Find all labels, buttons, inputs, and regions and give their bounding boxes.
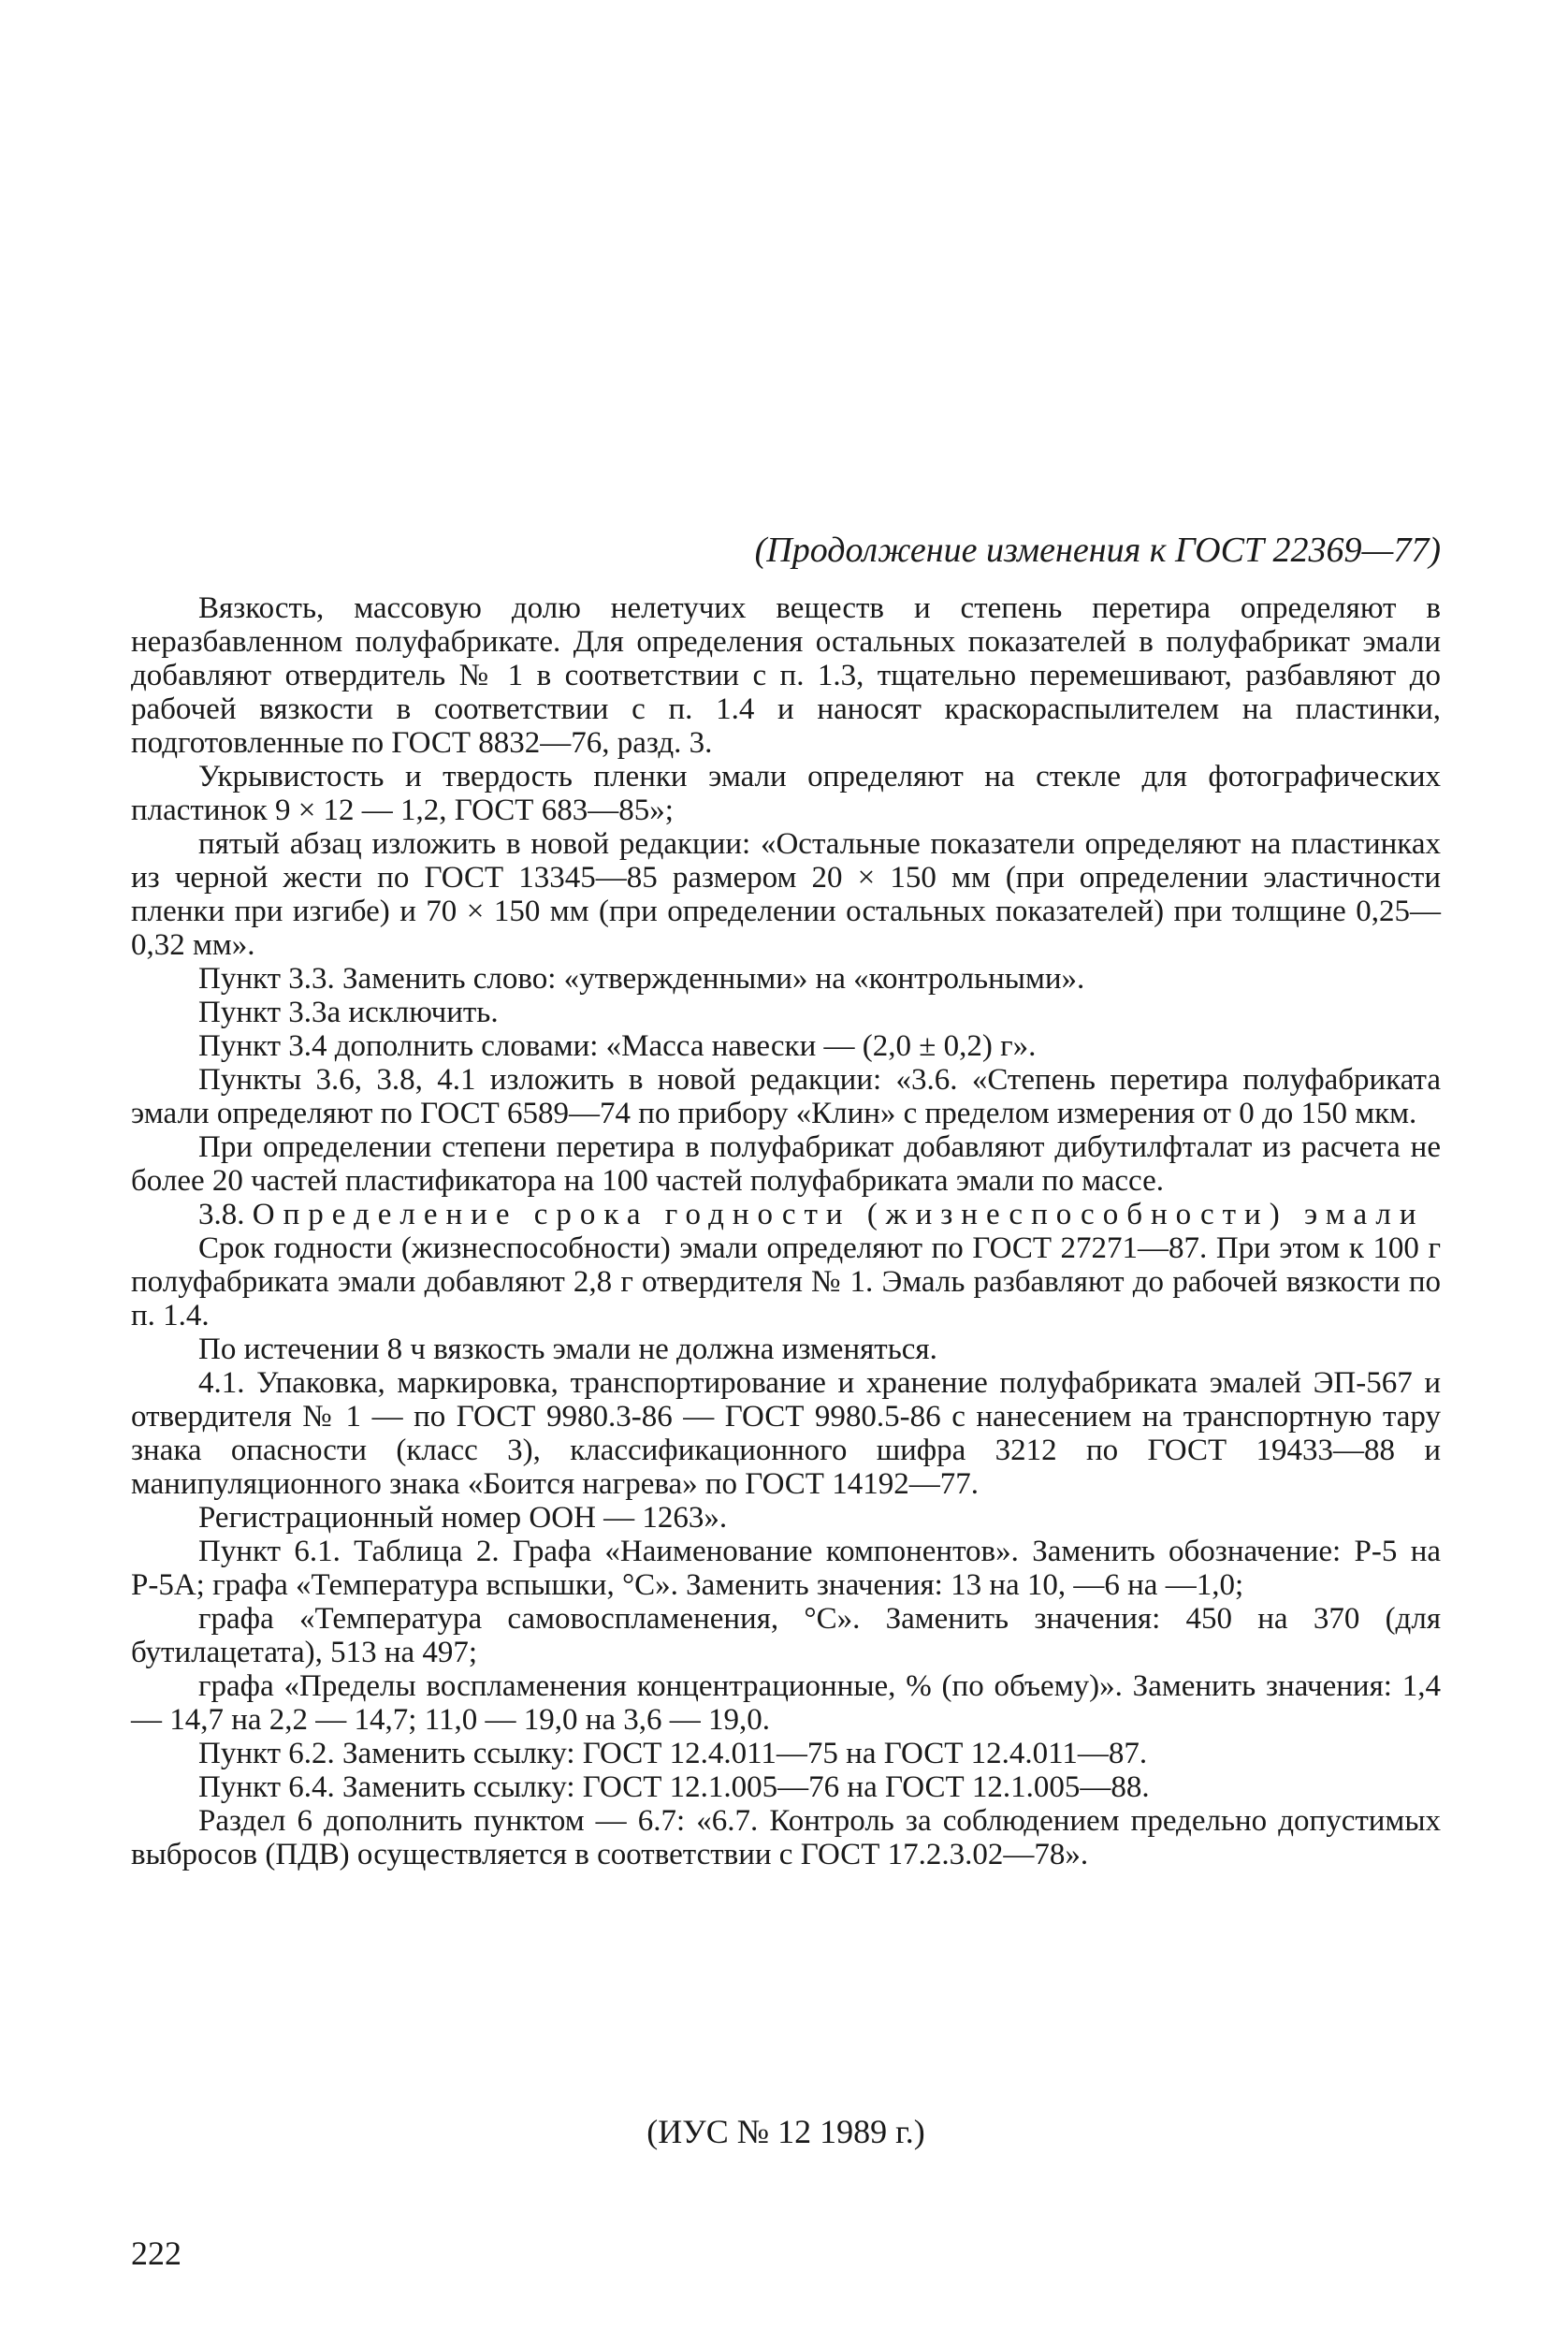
paragraph-hiding-power: Укрывистость и твердость пленки эмали определяют на стекле для фотографических пластинок 9 × 12 — 1,2, ГОСТ 683—85»; — [131, 760, 1441, 827]
paragraph-item-3-3a: Пункт 3.3а исключить. — [198, 996, 499, 1029]
paragraph-item-3-3: Пункт 3.3. Заменить слово: «утвержденными» на «контрольными». — [198, 962, 1085, 996]
paragraph-fifth-abzac: пятый абзац изложить в новой редакции: «Остальные показатели определяют на пластинках из черной жести по ГОСТ 13345—85 размером 20 × 150 мм (при определении эластичности пленки при изгибе) и 70 × 150 мм (при определении остальных показателей) при толщине 0,25—0,32 мм». — [131, 827, 1441, 962]
paragraph-item-6-2: Пункт 6.2. Заменить ссылку: ГОСТ 12.4.011—75 на ГОСТ 12.4.011—87. — [198, 1737, 1148, 1770]
paragraph-section-6-7: Раздел 6 дополнить пунктом — 6.7: «6.7. Контроль за соблюдением предельно допустимых выбросов (ПДВ) осуществляется в соответствии с ГОСТ 17.2.3.02—78». — [131, 1804, 1441, 1871]
section-number: 3.8. — [198, 1198, 245, 1231]
paragraph-shelf-life: Срок годности (жизнеспособности) эмали определяют по ГОСТ 27271—87. При этом к 100 г полуфабриката эмали добавляют 2,8 г отвердителя № 1. Эмаль разбавляют до рабочей вязкости по п. 1.4. — [131, 1231, 1441, 1332]
paragraph-flammability-limits: графа «Пределы воспламенения концентрационные, % (по объему)». Заменить значения: 1,4 — 14,7 на 2,2 — 14,7; 11,0 — 19,0 на 3,6 — 19,0. — [131, 1669, 1441, 1737]
section-heading-3-8 — [131, 1198, 1441, 1231]
paragraph-item-3-4: Пункт 3.4 дополнить словами: «Масса навески — (2,0 ± 0,2) г». — [198, 1029, 1037, 1063]
paragraph-viscosity: Вязкость, массовую долю нелетучих веществ и степень перетира определяют в неразбавленном полуфабрикате. Для определения остальных показателей в полуфабрикат эмали добавляют отвердитель № 1 в соответствии с п. 1.3, тщательно перемешивают, разбавляют до рабочей вязкости в соответствии с п. 1.4 и наносят краскораспылителем на пластинки, подготовленные по ГОСТ 8832—76, разд. 3. — [131, 591, 1441, 760]
paragraph-item-6-4: Пункт 6.4. Заменить ссылку: ГОСТ 12.1.005—76 на ГОСТ 12.1.005—88. — [198, 1770, 1150, 1804]
section-title: Определение срока годности (жизнеспособности) эмали — [252, 1198, 1425, 1231]
paragraph-after-8h: По истечении 8 ч вязкость эмали не должна изменяться. — [198, 1332, 937, 1366]
paragraph-dibutyl-phthalate: При определении степени перетира в полуфабрикат добавляют дибутилфталат из расчета не более 20 частей пластификатора на 100 частей полуфабриката эмали по массе. — [131, 1130, 1441, 1198]
paragraph-item-6-1: Пункт 6.1. Таблица 2. Графа «Наименование компонентов». Заменить обозначение: Р-5 на Р-5А; графа «Температура вспышки, °С». Заменить значения: 13 на 10, —6 на —1,0; — [131, 1535, 1441, 1602]
source-reference: (ИУС № 12 1989 г.) — [646, 2113, 925, 2150]
page-number: 222 — [131, 2235, 181, 2272]
paragraph-item-4-1: 4.1. Упаковка, маркировка, транспортирование и хранение полуфабриката эмалей ЭП-567 и отвердителя № 1 — по ГОСТ 9980.3-86 — ГОСТ 9980.5-86 с нанесением на транспортную тару знака опасности (класс 3), классификационного шифра 3212 по ГОСТ 19433—88 и манипуляционного знака «Боится нагрева» по ГОСТ 14192—77. — [131, 1366, 1441, 1501]
document-body — [131, 591, 1441, 1871]
paragraph-un-number: Регистрационный номер ООН — 1263». — [198, 1501, 728, 1535]
continuation-header: (Продолжение изменения к ГОСТ 22369—77) — [754, 531, 1441, 570]
paragraph-items-3-6-3-8-4-1: Пункты 3.6, 3.8, 4.1 изложить в новой редакции: «3.6. «Степень перетира полуфабриката эмали определяют по ГОСТ 6589—74 по прибору «Клин» с пределом измерения от 0 до 150 мкм. — [131, 1063, 1441, 1130]
paragraph-autoignition: графа «Температура самовоспламенения, °С». Заменить значения: 450 на 370 (для бутилацетата), 513 на 497; — [131, 1602, 1441, 1669]
